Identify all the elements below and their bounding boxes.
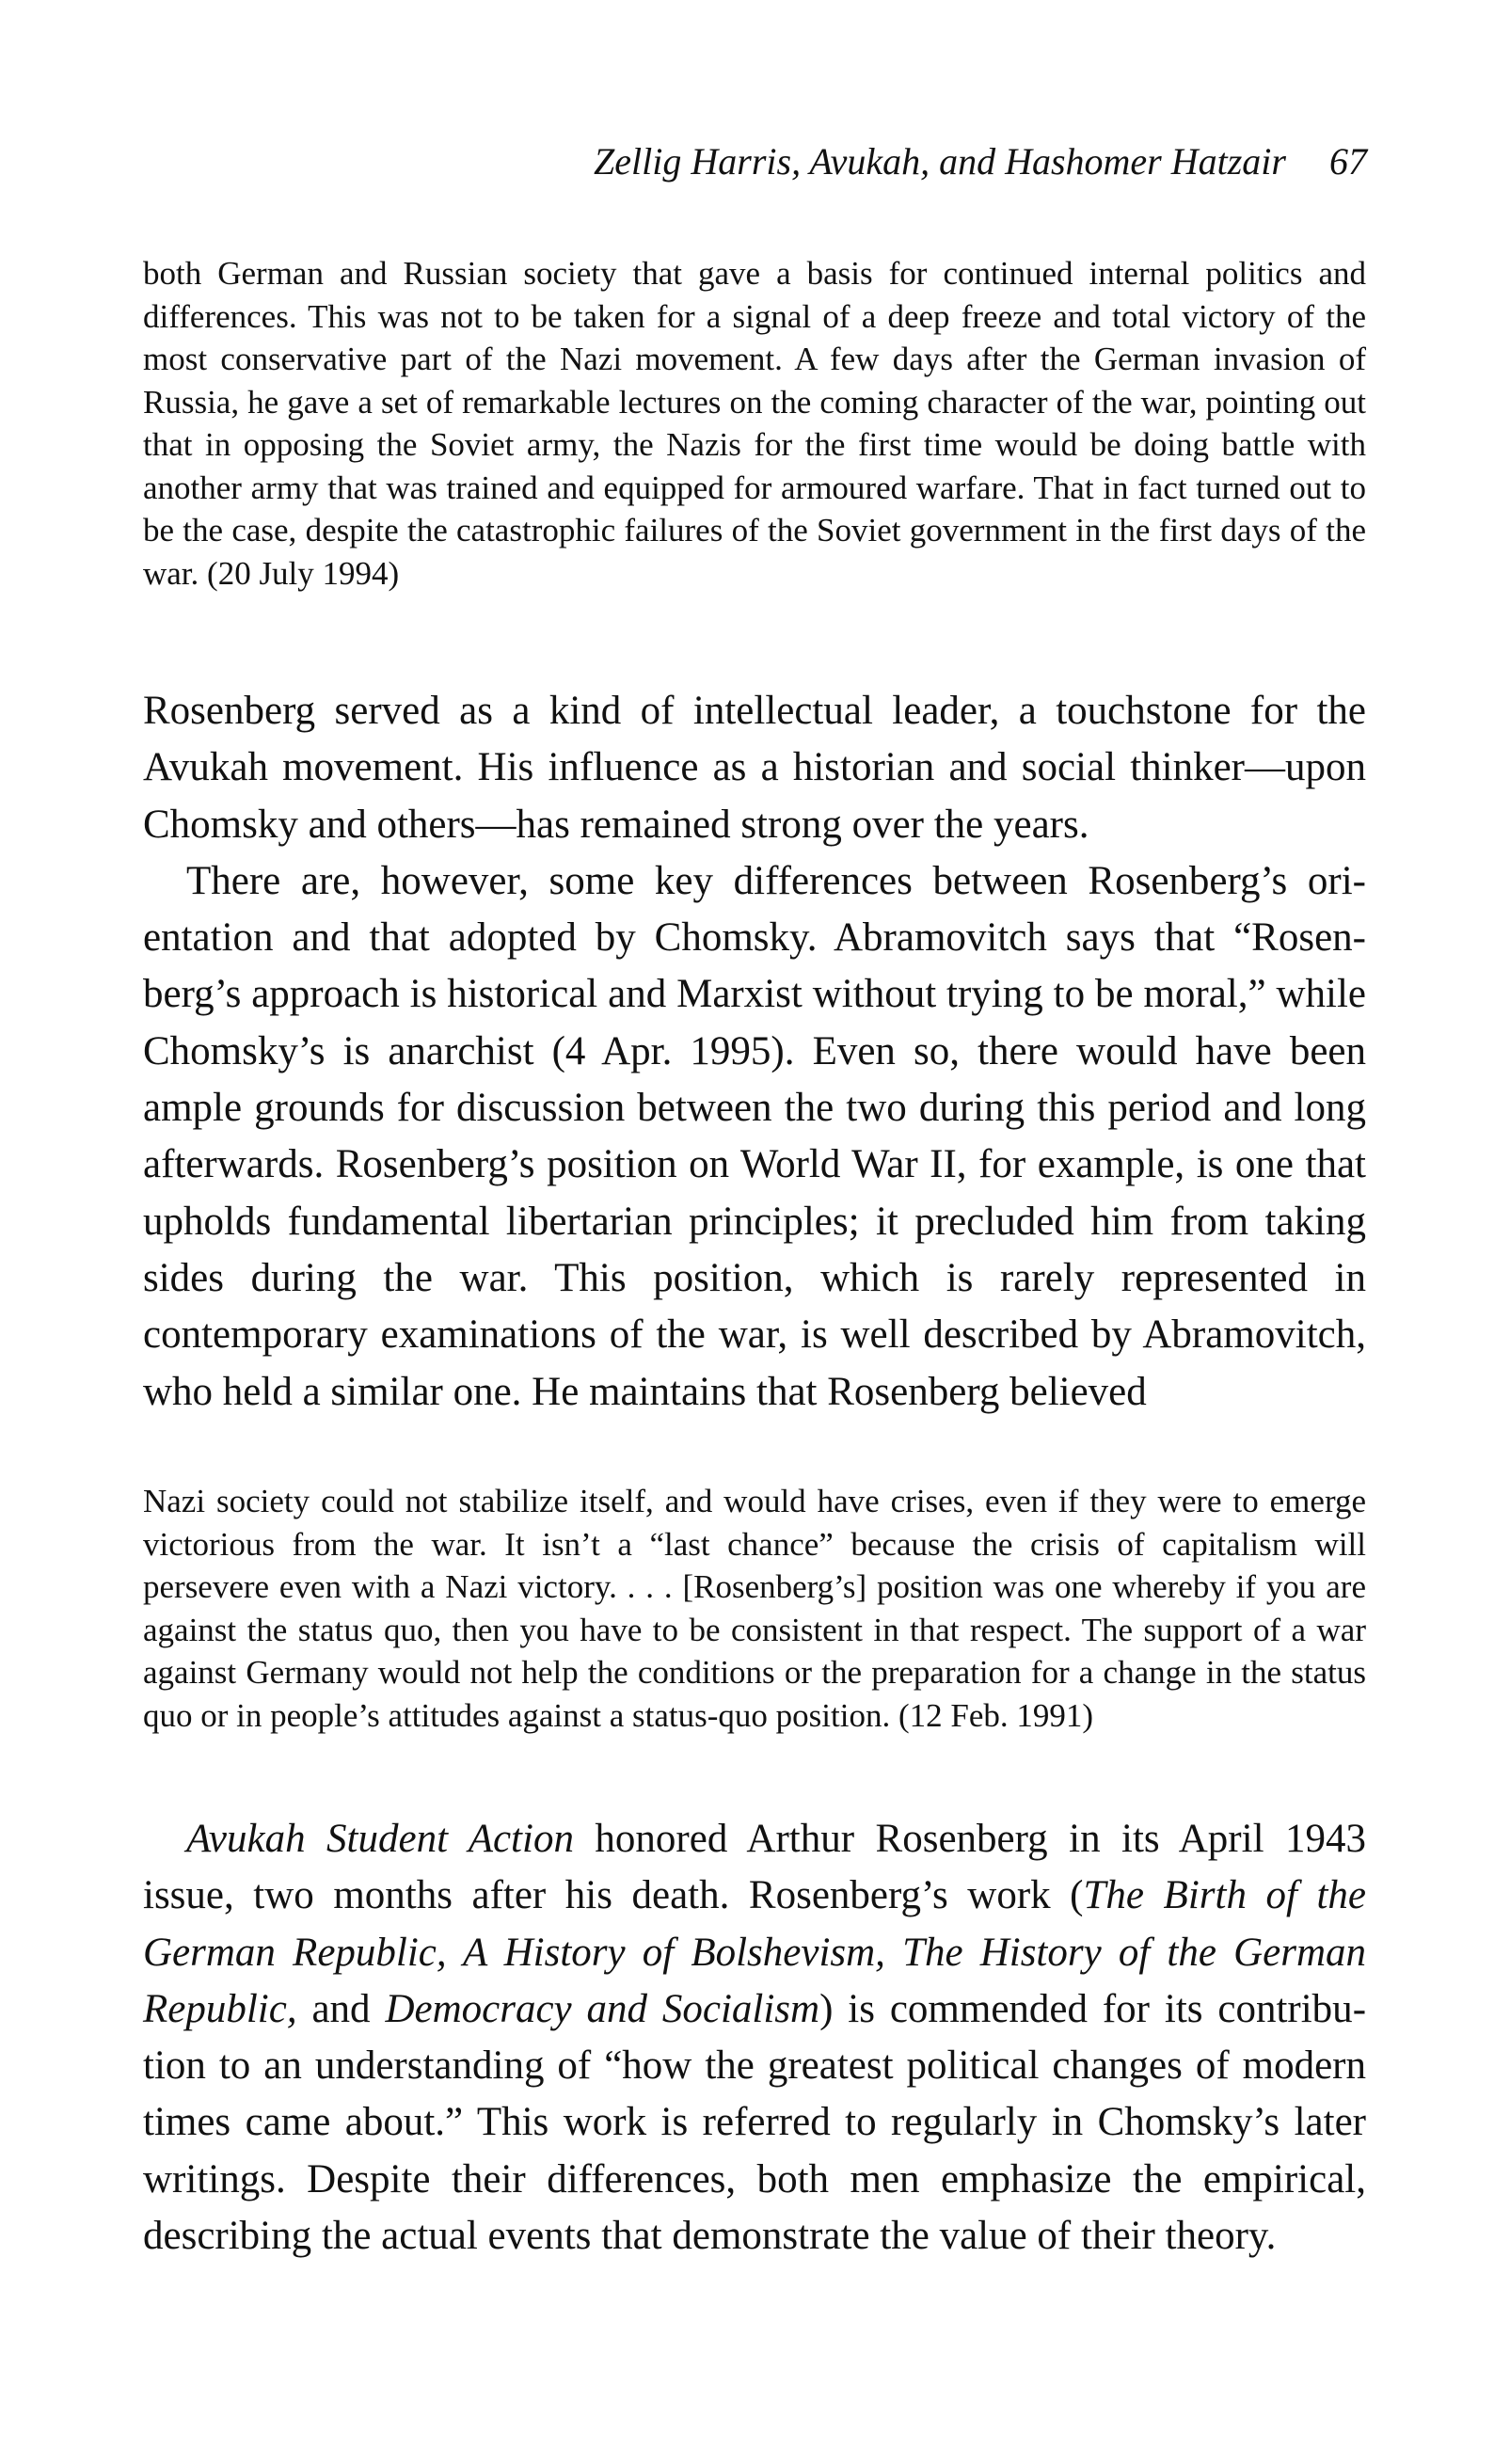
block-quote-continued	[143, 252, 1366, 595]
book-title: Democracy and Socialism	[385, 1986, 820, 2031]
paragraph-text: ) is commended for its contribution to an understanding of “how the greatest political changes of modern times came about.” This work is referred to regularly in Chomsky’s later writings. Despite their differences, both men emphasize the empirical, describing the actual events that demonstrate the value of their theory.	[143, 1986, 1367, 2259]
body-paragraph-rosenberg-leader: Rosenberg served as a kind of intellectual leader, a touchstone for the Avukah movement. His influence as a historian and social thinker—upon Chomsky and others—has remained strong over the years.	[143, 689, 1366, 847]
block-quote-text: Nazi society could not stabilize itself, and would have crises, even if they were to emerge victorious from the war. It isn’t a “last chance” because the crisis of capitalism will persevere even with a Nazi victory. . . . [Rosenberg’s] position was one whereby if you are against the status quo, then you have to be consistent in that respect. The support of a war against Germany would not help the conditions or the preparation for a change in the status quo or in people’s attitudes against a status-quo position. (12 Feb. 1991)	[143, 1483, 1366, 1734]
body-section-1	[143, 683, 1366, 1421]
block-quote-abramovitch	[143, 1480, 1366, 1737]
paragraph-text: honored Arthur Rosenberg in its April 1943 issue, two months after his death. Rosenberg’s work (	[143, 1817, 1366, 1918]
body-section-2	[143, 1811, 1366, 2265]
book-titles: The Birth of the German Republic, A History of Bolshevism, The History of the German Republic,	[143, 1873, 1367, 2031]
body-paragraph-avukah-student-action	[143, 1811, 1366, 2265]
running-head	[141, 134, 1367, 190]
block-quote-text: both German and Russian society that gave a basis for continued internal politics and differences. This was not to be taken for a signal of a deep freeze and total victory of the most conservative part of the Nazi movement. A few days after the German invasion of Russia, he gave a set of remarkable lectures on the coming character of the war, pointing out that in opposing the Soviet army, the Nazis for the first time would be doing battle with another army that was trained and equipped for armoured warfare. That in fact turned out to be the case, despite the catastrophic failures of the Soviet government in the first days of the war. (20 July 1994)	[143, 255, 1366, 592]
body-paragraph-differences: There are, however, some key differences between Rosenberg’s orientation and that adopted by Chomsky. Abramovitch says that “Rosenberg’s approach is historical and Marxist without trying to be moral,” while Chomsky’s is anarchist (4 Apr. 1995). Even so, there would have been ample grounds for discussion between the two during this period and long afterwards. Rosenberg’s position on World War II, for example, is one that upholds fundamental libertarian principles; it precluded him from taking sides during the war. This position, which is rarely represented in contemporary examinations of the war, is well described by Abramovitch, who held a similar one. He maintains that Rosenberg believed	[143, 858, 1366, 1414]
page-number: 67	[1329, 140, 1367, 183]
publication-title: Avukah Student Action	[186, 1817, 574, 1861]
paragraph-text: and	[296, 1986, 386, 2031]
running-head-title: Zellig Harris, Avukah, and Hashomer Hatzair	[594, 140, 1286, 183]
